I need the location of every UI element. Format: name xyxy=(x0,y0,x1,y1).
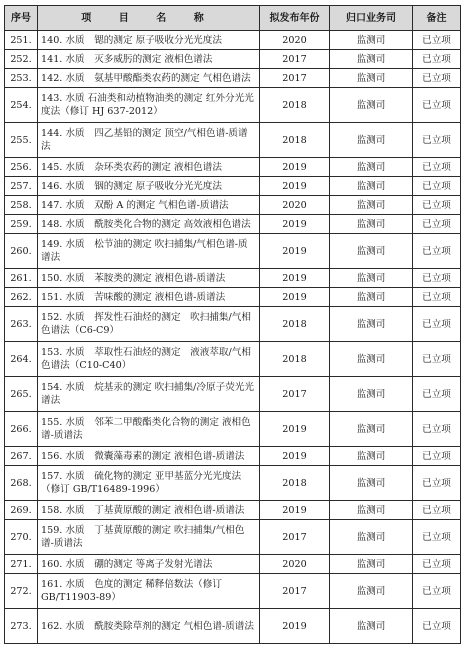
cell-seq: 259. xyxy=(5,215,38,234)
cell-dept: 监测司 xyxy=(330,234,413,269)
cell-note: 已立项 xyxy=(413,88,461,123)
table-row xyxy=(5,196,461,215)
cell-name: 147. 水质 双酚 A 的测定 气相色谱-质谱法 xyxy=(38,196,260,215)
cell-seq: 253. xyxy=(5,69,38,88)
cell-note: 已立项 xyxy=(413,412,461,447)
cell-name: 148. 水质 酰胺类化合物的测定 高效液相色谱法 xyxy=(38,215,260,234)
table-row xyxy=(5,447,461,466)
header-name: 项 目 名 称 xyxy=(38,6,260,31)
header-note: 备注 xyxy=(413,6,461,31)
cell-year: 2019 xyxy=(260,215,330,234)
cell-dept: 监测司 xyxy=(330,31,413,50)
cell-note: 已立项 xyxy=(413,555,461,574)
cell-name: 156. 水质 微囊藻毒素的测定 液相色谱-质谱法 xyxy=(38,447,260,466)
cell-name: 140. 水质 锶的测定 原子吸收分光光度法 xyxy=(38,31,260,50)
cell-name: 153. 水质 萃取性石油烃的测定 液液萃取/气相色谱法（C10-C40） xyxy=(38,342,260,377)
cell-name: 144. 水质 四乙基铅的测定 顶空/气相色谱-质谱法 xyxy=(38,123,260,158)
cell-name: 146. 水质 铟的测定 原子吸收分光光度法 xyxy=(38,177,260,196)
cell-year: 2018 xyxy=(260,88,330,123)
header-dept: 归口业务司 xyxy=(330,6,413,31)
cell-dept: 监测司 xyxy=(330,377,413,412)
cell-seq: 265. xyxy=(5,377,38,412)
cell-seq: 262. xyxy=(5,288,38,307)
cell-note: 已立项 xyxy=(413,31,461,50)
table-row xyxy=(5,234,461,269)
cell-year: 2019 xyxy=(260,501,330,520)
cell-year: 2020 xyxy=(260,31,330,50)
table-row xyxy=(5,466,461,501)
cell-year: 2017 xyxy=(260,69,330,88)
cell-dept: 监测司 xyxy=(330,177,413,196)
cell-name: 159. 水质 丁基黄原酸的测定 吹扫捕集/气相色谱-质谱法 xyxy=(38,520,260,555)
cell-dept: 监测司 xyxy=(330,501,413,520)
table-row xyxy=(5,520,461,555)
cell-seq: 251. xyxy=(5,31,38,50)
cell-dept: 监测司 xyxy=(330,158,413,177)
cell-name: 149. 水质 松节油的测定 吹扫捕集/气相色谱-质谱法 xyxy=(38,234,260,269)
cell-note: 已立项 xyxy=(413,307,461,342)
cell-note: 已立项 xyxy=(413,234,461,269)
cell-seq: 272. xyxy=(5,574,38,609)
cell-name: 145. 水质 杂环类农药的测定 液相色谱法 xyxy=(38,158,260,177)
cell-seq: 269. xyxy=(5,501,38,520)
standards-table-container xyxy=(4,5,460,644)
cell-year: 2018 xyxy=(260,342,330,377)
cell-note: 已立项 xyxy=(413,50,461,69)
table-row xyxy=(5,377,461,412)
table-row xyxy=(5,215,461,234)
cell-dept: 监测司 xyxy=(330,307,413,342)
cell-year: 2019 xyxy=(260,412,330,447)
cell-year: 2017 xyxy=(260,50,330,69)
cell-dept: 监测司 xyxy=(330,466,413,501)
cell-year: 2019 xyxy=(260,158,330,177)
cell-name: 143. 水质 石油类和动植物油类的测定 红外分光光度法（修订 HJ 637-2012） xyxy=(38,88,260,123)
cell-seq: 255. xyxy=(5,123,38,158)
table-row xyxy=(5,123,461,158)
cell-seq: 263. xyxy=(5,307,38,342)
cell-dept: 监测司 xyxy=(330,215,413,234)
cell-year: 2018 xyxy=(260,123,330,158)
cell-seq: 266. xyxy=(5,412,38,447)
cell-dept: 监测司 xyxy=(330,88,413,123)
cell-note: 已立项 xyxy=(413,447,461,466)
cell-seq: 273. xyxy=(5,609,38,644)
cell-dept: 监测司 xyxy=(330,447,413,466)
cell-note: 已立项 xyxy=(413,342,461,377)
cell-name: 150. 水质 苯胺类的测定 液相色谱-质谱法 xyxy=(38,269,260,288)
cell-dept: 监测司 xyxy=(330,288,413,307)
header-seq: 序号 xyxy=(5,6,38,31)
cell-year: 2019 xyxy=(260,447,330,466)
table-row xyxy=(5,88,461,123)
cell-dept: 监测司 xyxy=(330,520,413,555)
cell-year: 2020 xyxy=(260,555,330,574)
cell-year: 2017 xyxy=(260,574,330,609)
cell-name: 152. 水质 挥发性石油烃的测定 吹扫捕集/气相色谱法（C6-C9） xyxy=(38,307,260,342)
cell-note: 已立项 xyxy=(413,69,461,88)
header-year: 拟发布年份 xyxy=(260,6,330,31)
cell-name: 160. 水质 硼的测定 等离子发射光谱法 xyxy=(38,555,260,574)
cell-name: 154. 水质 烷基汞的测定 吹扫捕集/冷原子荧光光谱法 xyxy=(38,377,260,412)
cell-seq: 258. xyxy=(5,196,38,215)
table-row xyxy=(5,177,461,196)
table-row xyxy=(5,69,461,88)
standards-table xyxy=(4,5,461,644)
table-row xyxy=(5,158,461,177)
cell-note: 已立项 xyxy=(413,501,461,520)
table-row xyxy=(5,574,461,609)
cell-year: 2019 xyxy=(260,234,330,269)
cell-seq: 268. xyxy=(5,466,38,501)
cell-seq: 267. xyxy=(5,447,38,466)
cell-seq: 261. xyxy=(5,269,38,288)
cell-name: 155. 水质 邻苯二甲酸酯类化合物的测定 液相色谱-质谱法 xyxy=(38,412,260,447)
cell-dept: 监测司 xyxy=(330,574,413,609)
cell-dept: 监测司 xyxy=(330,50,413,69)
cell-year: 2017 xyxy=(260,520,330,555)
cell-note: 已立项 xyxy=(413,123,461,158)
cell-dept: 监测司 xyxy=(330,609,413,644)
cell-name: 141. 水质 灭多威肟的测定 液相色谱法 xyxy=(38,50,260,69)
table-row xyxy=(5,269,461,288)
table-row xyxy=(5,342,461,377)
table-row xyxy=(5,555,461,574)
cell-name: 157. 水质 硫化物的测定 亚甲基蓝分光光度法（修订 GB/T16489-1996） xyxy=(38,466,260,501)
cell-note: 已立项 xyxy=(413,215,461,234)
table-row xyxy=(5,50,461,69)
cell-seq: 271. xyxy=(5,555,38,574)
cell-dept: 监测司 xyxy=(330,412,413,447)
table-row xyxy=(5,412,461,447)
table-row xyxy=(5,31,461,50)
cell-name: 161. 水质 色度的测定 稀释倍数法（修订 GB/T11903-89） xyxy=(38,574,260,609)
cell-note: 已立项 xyxy=(413,466,461,501)
cell-year: 2019 xyxy=(260,269,330,288)
cell-name: 142. 水质 氨基甲酸酯类农药的测定 气相色谱法 xyxy=(38,69,260,88)
cell-note: 已立项 xyxy=(413,288,461,307)
cell-year: 2019 xyxy=(260,288,330,307)
cell-note: 已立项 xyxy=(413,574,461,609)
cell-dept: 监测司 xyxy=(330,69,413,88)
cell-dept: 监测司 xyxy=(330,196,413,215)
cell-seq: 264. xyxy=(5,342,38,377)
cell-note: 已立项 xyxy=(413,158,461,177)
table-row xyxy=(5,609,461,644)
cell-dept: 监测司 xyxy=(330,123,413,158)
cell-seq: 257. xyxy=(5,177,38,196)
cell-note: 已立项 xyxy=(413,269,461,288)
cell-note: 已立项 xyxy=(413,377,461,412)
cell-year: 2017 xyxy=(260,377,330,412)
cell-year: 2019 xyxy=(260,609,330,644)
table-header-row xyxy=(5,6,461,31)
cell-dept: 监测司 xyxy=(330,342,413,377)
cell-seq: 254. xyxy=(5,88,38,123)
cell-note: 已立项 xyxy=(413,609,461,644)
cell-seq: 270. xyxy=(5,520,38,555)
cell-dept: 监测司 xyxy=(330,269,413,288)
cell-year: 2020 xyxy=(260,196,330,215)
cell-year: 2018 xyxy=(260,307,330,342)
cell-name: 158. 水质 丁基黄原酸的测定 液相色谱-质谱法 xyxy=(38,501,260,520)
cell-note: 已立项 xyxy=(413,177,461,196)
table-row xyxy=(5,501,461,520)
cell-note: 已立项 xyxy=(413,520,461,555)
cell-year: 2019 xyxy=(260,177,330,196)
cell-dept: 监测司 xyxy=(330,555,413,574)
cell-seq: 252. xyxy=(5,50,38,69)
cell-name: 151. 水质 苦味酸的测定 液相色谱-质谱法 xyxy=(38,288,260,307)
cell-year: 2018 xyxy=(260,466,330,501)
table-row xyxy=(5,307,461,342)
cell-note: 已立项 xyxy=(413,196,461,215)
cell-seq: 256. xyxy=(5,158,38,177)
cell-name: 162. 水质 酰胺类除草剂的测定 气相色谱-质谱法 xyxy=(38,609,260,644)
cell-seq: 260. xyxy=(5,234,38,269)
table-row xyxy=(5,288,461,307)
